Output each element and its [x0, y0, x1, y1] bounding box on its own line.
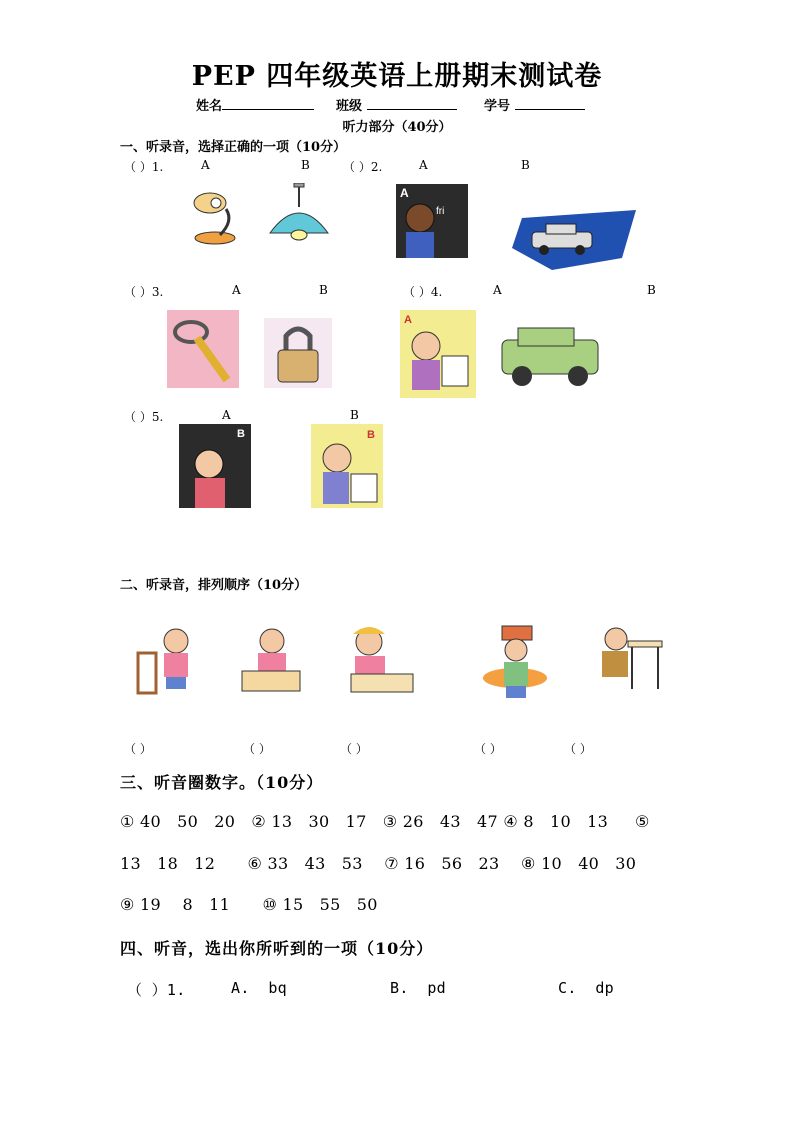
numbers-line-2: 13 18 12 ⑥ 33 43 53 ⑦ 16 56 23 ⑧ 10 40 30	[120, 854, 637, 873]
page-title: PEP 四年级英语上册期末测试卷	[191, 61, 603, 92]
order-blank-1[interactable]: （ ）	[124, 742, 152, 756]
q2-label: （ ）2.	[343, 160, 383, 174]
girl-bed-picture	[240, 623, 302, 695]
q5-option-a: A	[222, 408, 231, 422]
q4-option-b: B	[647, 283, 656, 297]
order-blank-2[interactable]: （ ）	[243, 742, 271, 756]
q1-label: （ ）1.	[124, 160, 164, 174]
q2-option-b: B	[521, 158, 530, 172]
id-field[interactable]	[484, 95, 585, 114]
sec4-q1-option-b: B. pd	[390, 979, 446, 997]
class-label: 班级	[336, 99, 363, 114]
pic-letter-a-2: A	[404, 314, 412, 326]
order-blank-4[interactable]: （ ）	[474, 742, 502, 756]
listening-subtitle: 听力部分（40分）	[342, 120, 452, 135]
taxi-picture	[512, 188, 636, 276]
pic-letter-b-2: B	[367, 429, 375, 441]
q1-option-b: B	[301, 158, 310, 172]
class-field[interactable]	[336, 95, 457, 114]
boy-writing-picture	[311, 424, 383, 508]
ceiling-lamp-picture	[266, 183, 332, 243]
desk-lamp-picture	[190, 183, 240, 245]
lock-picture	[264, 318, 332, 388]
q2-option-a: A	[419, 158, 428, 172]
girl-chair-picture	[134, 623, 200, 695]
section1-heading: 一、听录音，选择正确的一项（10分）	[120, 140, 347, 155]
sec4-q1-label: （ ）1.	[127, 981, 186, 999]
sec4-q1-option-c: C. dp	[558, 979, 614, 997]
boy-table-picture	[594, 623, 666, 693]
section4-heading: 四、听音，选出你所听到的一项（10分）	[120, 939, 434, 958]
girl-desk-picture	[347, 620, 415, 694]
q4-option-a: A	[493, 283, 502, 297]
pic-fri-text: fri	[436, 206, 445, 217]
girl-writing-picture	[400, 310, 476, 398]
id-label: 学号	[484, 99, 511, 114]
boy-box-picture	[482, 624, 548, 700]
order-blank-5[interactable]: （ ）	[564, 742, 592, 756]
q5-label: （ ）5.	[124, 410, 164, 424]
q3-label: （ ）3.	[124, 285, 164, 299]
pic-letter-a: A	[400, 186, 409, 200]
q3-option-a: A	[232, 283, 241, 297]
jeep-picture	[492, 322, 612, 390]
numbers-line-1: ① 40 50 20 ② 13 30 17 ③ 26 43 47 ④ 8 10 13 ⑤	[120, 812, 650, 831]
sec4-q1-option-a: A. bq	[231, 979, 287, 997]
q1-option-a: A	[201, 158, 210, 172]
q5-option-b: B	[350, 408, 359, 422]
order-blank-3[interactable]: （ ）	[340, 742, 368, 756]
name-field[interactable]	[196, 95, 314, 114]
name-label: 姓名	[196, 99, 223, 114]
girl-blackboard-picture	[179, 424, 251, 508]
boy-blackboard-picture	[396, 184, 468, 258]
numbers-line-3: ⑨ 19 8 11 ⑩ 15 55 50	[120, 895, 378, 914]
q4-label: （ ）4.	[403, 285, 443, 299]
pic-letter-b: B	[237, 428, 245, 440]
section3-heading: 三、听音圈数字。（10分）	[120, 773, 324, 792]
key-picture	[167, 310, 239, 388]
q3-option-b: B	[319, 283, 328, 297]
section2-heading: 二、听录音，排列顺序（10分）	[120, 578, 308, 593]
